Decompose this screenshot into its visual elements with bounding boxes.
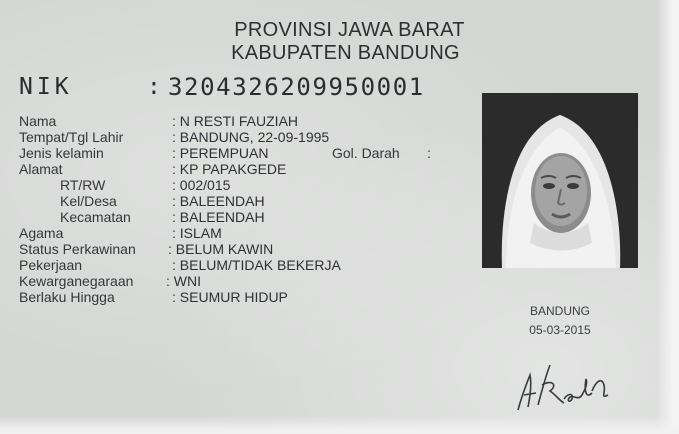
nik-separator: : <box>147 74 161 100</box>
portrait-illustration <box>482 93 638 268</box>
field-value: : N RESTI FAUZIAH <box>172 113 299 129</box>
field-value: : KP PAPAKGEDE <box>172 161 287 177</box>
field-label: Berlaku Hingga <box>19 289 115 305</box>
signature <box>508 355 618 415</box>
province-title: PROVINSI JAWA BARAT <box>234 19 465 41</box>
field-label: Tempat/Tgl Lahir <box>19 129 124 145</box>
field-value: : ISLAM <box>172 225 222 241</box>
field-label: Kecamatan <box>60 209 131 225</box>
field-value: : PEREMPUAN <box>172 145 269 161</box>
blood-type-value: : <box>427 145 431 161</box>
field-label: Jenis kelamin <box>19 145 104 161</box>
blood-type-label: Gol. Darah <box>332 145 400 161</box>
field-value: : BANDUNG, 22-09-1995 <box>172 129 330 145</box>
field-value: : SEUMUR HIDUP <box>172 289 288 305</box>
card-edge-right <box>657 0 679 434</box>
field-label: Kel/Desa <box>60 193 117 209</box>
field-label: Kewarganegaraan <box>19 273 134 289</box>
field-label: Alamat <box>19 161 63 177</box>
field-value: : BALEENDAH <box>172 193 265 209</box>
field-label: Agama <box>19 225 64 241</box>
field-value: : BALEENDAH <box>172 209 265 225</box>
field-label: RT/RW <box>60 177 106 193</box>
issue-place: BANDUNG <box>529 304 590 318</box>
field-label: Status Perkawinan <box>19 241 136 257</box>
field-value: : WNI <box>166 273 201 289</box>
regency-title: KABUPATEN BANDUNG <box>231 42 460 64</box>
nik-label: NIK <box>19 74 73 100</box>
issue-date: 05-03-2015 <box>529 323 591 337</box>
field-value: : 002/015 <box>172 177 231 193</box>
nik-number: 3204326209950001 <box>168 73 425 101</box>
field-label: Nama <box>19 113 57 129</box>
portrait-photo <box>482 93 638 268</box>
card-edge-bottom <box>0 416 679 434</box>
field-value: : BELUM/TIDAK BEKERJA <box>172 257 341 273</box>
field-value: : BELUM KAWIN <box>168 241 274 257</box>
field-label: Pekerjaan <box>19 257 83 273</box>
